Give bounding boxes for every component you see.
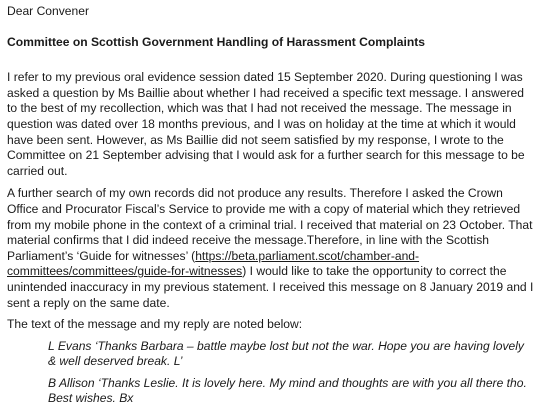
guide-for-witnesses-link[interactable]: https://beta.parliament.scot/chamber-and-committees/committees/guide-for-witnesses xyxy=(7,248,420,279)
paragraph-oral-evidence: I refer to my previous oral evidence session dated 15 September 2020. During questioning I was asked a question by Ms Baillie about whether I had received a specific text message. I answered to the best of my recollection, which was that I had not received the message. The message in question was dated over 18 months previous, and I was on holiday at the time at which it would have been sent. However, as Ms Baillie did not seem satisfied by my response, I wrote to the Committee on 21 September advising that I would ask for a further search for this message to be carried out. xyxy=(7,70,525,178)
paragraph-further-search-text-end: ) I would like to take the opportunity to correct the unintended inaccuracy in my previous statement. I received this message on 8 January 2019 and I sent a reply on the same date. xyxy=(7,264,534,310)
letter-heading: Committee on Scottish Government Handling of Harassment Complaints xyxy=(7,34,425,49)
salutation: Dear Convener xyxy=(7,4,90,18)
paragraph-messages-intro: The text of the message and my reply are noted below: xyxy=(7,317,303,332)
letter-page xyxy=(7,4,535,413)
quoted-message-l-evans: L Evans ‘Thanks Barbara – battle maybe lost but not the war. Hope you are having lovely & well deserved break. L’ xyxy=(48,338,524,369)
paragraph-further-search xyxy=(7,186,535,311)
paragraph-further-search-text-start: A further search of my own records did not produce any results. Therefore I asked the Crown Office and Procurator Fiscal’s Service to provide me with a copy of material which they retrieved from my mobile phone in the context of a criminal trial. I received that material on 23 October. That material confirms that I did indeed receive the message.Therefore, in line with the Scottish Parliament’s ‘Guide for witnesses’ ( xyxy=(7,186,533,263)
quoted-reply-b-allison: B Allison ‘Thanks Leslie. It is lovely here. My mind and thoughts are with you all there tho. Best wishes. Bx xyxy=(48,375,527,406)
